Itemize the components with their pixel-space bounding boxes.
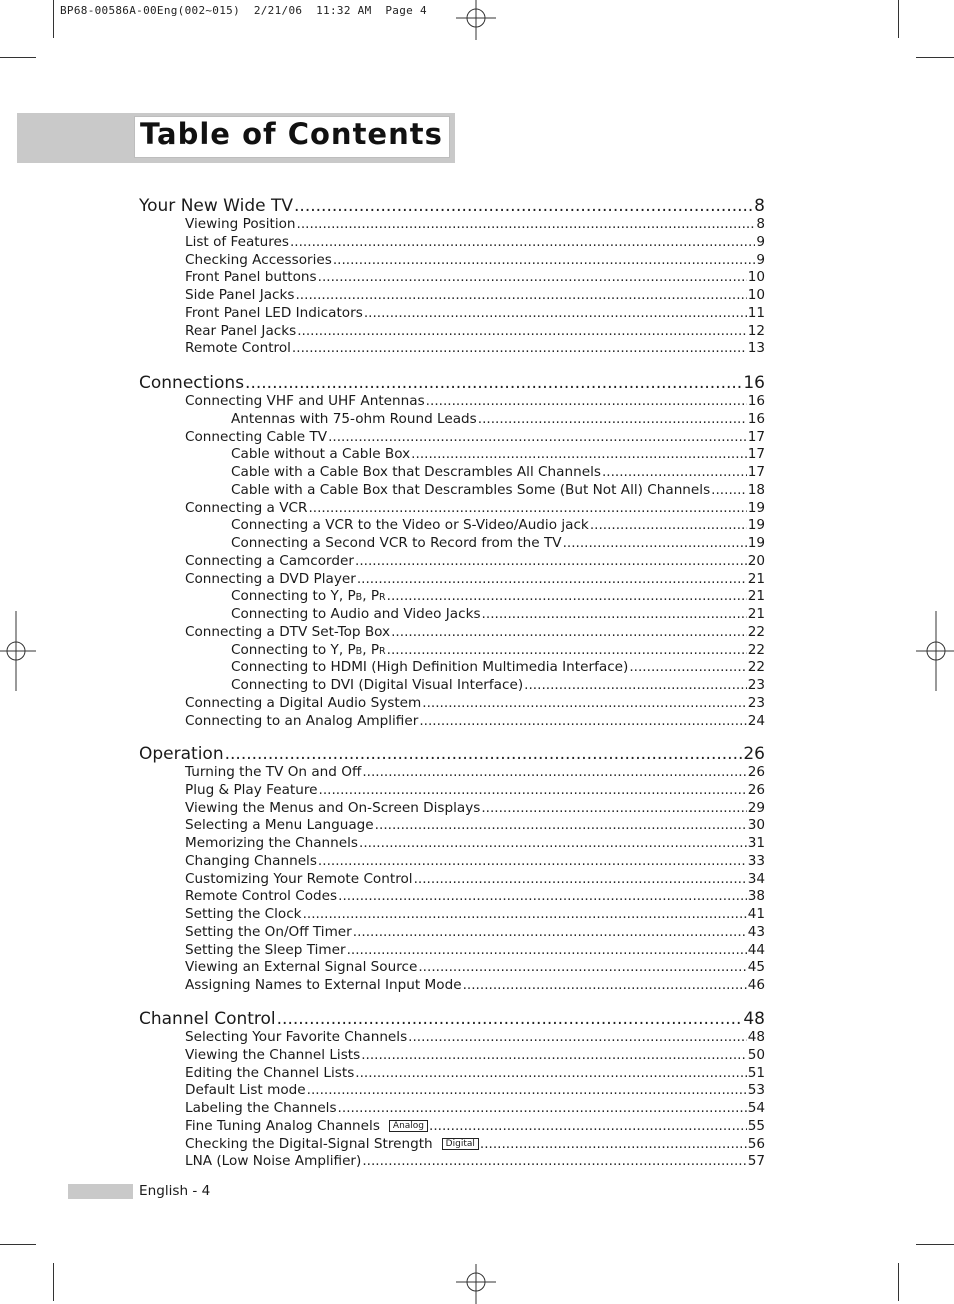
toc-entry-label: LNA (Low Noise Amplifier) <box>185 1153 362 1170</box>
crop-mark <box>0 57 36 58</box>
toc-entry-label: Remote Control <box>185 340 291 357</box>
registration-mark-icon <box>456 0 496 40</box>
leader-dots <box>391 624 747 640</box>
toc-page-number: 20 <box>747 552 765 569</box>
crop-mark <box>916 57 954 58</box>
leader-dots <box>295 287 746 303</box>
toc-section[interactable] <box>139 744 765 766</box>
leader-dots <box>411 446 747 462</box>
leader-dots <box>364 305 747 321</box>
toc-page-number: 17 <box>747 428 765 445</box>
crop-mark <box>898 1263 899 1301</box>
toc-entry-label: Plug & Play Feature <box>185 781 318 798</box>
toc-entry-label: Rear Panel Jacks <box>185 322 297 339</box>
toc-page-number: 26 <box>747 781 765 798</box>
leader-dots <box>408 1029 747 1045</box>
toc-entry[interactable] <box>231 606 765 624</box>
toc-page-number: 16 <box>743 373 765 393</box>
toc-entry-label: Connecting to Y, PB, PR <box>231 641 386 658</box>
toc-entry-label: Viewing the Menus and On-Screen Displays <box>185 799 481 816</box>
toc-page-number: 17 <box>747 464 765 480</box>
toc-page-number: 24 <box>747 712 765 729</box>
toc-entry[interactable] <box>185 1065 765 1083</box>
toc-entry-label: Front Panel LED Indicators <box>185 304 363 321</box>
toc-page-number: 29 <box>747 799 765 816</box>
toc-entry[interactable] <box>185 500 765 518</box>
toc-page-number: 23 <box>747 677 765 693</box>
toc-entry[interactable] <box>231 535 765 553</box>
print-slug: BP68-00586A-00Eng(002~015) 2/21/06 11:32 AM Page 4 <box>60 4 427 17</box>
leader-dots <box>303 906 747 922</box>
toc-entry[interactable] <box>185 713 765 731</box>
crop-mark <box>0 1244 36 1245</box>
toc-entry[interactable] <box>231 517 765 535</box>
leader-dots <box>333 252 756 268</box>
toc-entry-label: Front Panel buttons <box>185 269 317 286</box>
toc-page-number: 26 <box>743 744 765 764</box>
footer-page-label: English - 4 <box>139 1183 211 1199</box>
leader-dots <box>563 535 747 551</box>
toc-page-number: 45 <box>747 959 765 976</box>
toc-entry[interactable] <box>185 1136 765 1154</box>
toc-page-number: 11 <box>747 304 765 321</box>
toc-entry[interactable] <box>185 888 765 906</box>
toc-entry[interactable] <box>185 924 765 942</box>
toc-entry-label: Selecting a Menu Language <box>185 817 374 834</box>
toc-page-number: 26 <box>747 764 765 780</box>
toc-entry[interactable] <box>185 871 765 889</box>
toc-page-number: 10 <box>747 287 765 303</box>
leader-dots <box>318 269 747 285</box>
toc-entry-label: Connecting a Second VCR to Record from the TV <box>231 535 562 551</box>
toc-entry[interactable] <box>185 323 765 341</box>
leader-dots <box>463 977 747 993</box>
leader-dots <box>225 744 743 764</box>
toc-page-number: 9 <box>756 251 765 268</box>
leader-dots <box>277 1009 743 1029</box>
toc-page-number: 22 <box>747 623 765 640</box>
toc-entry[interactable] <box>185 305 765 323</box>
toc-section-title: Your New Wide TV <box>139 196 294 216</box>
toc-page-number: 16 <box>747 410 765 427</box>
toc-entry-label: Labeling the Channels <box>185 1100 337 1116</box>
toc-page-number: 19 <box>747 517 765 534</box>
toc-entry-label: Viewing the Channel Lists <box>185 1046 361 1063</box>
leader-dots <box>361 1047 746 1063</box>
toc-page-number: 48 <box>743 1009 765 1029</box>
registration-mark-icon <box>0 611 36 691</box>
toc-page-number: 33 <box>747 852 765 869</box>
leader-dots <box>318 853 747 869</box>
toc-page-number: 10 <box>747 269 765 286</box>
leader-dots <box>524 677 747 693</box>
leader-dots <box>355 553 747 569</box>
toc-entry-label: Connecting Cable TV <box>185 428 328 445</box>
toc-section-title: Operation <box>139 744 224 764</box>
registration-mark-icon <box>456 1264 496 1304</box>
toc-entry[interactable] <box>185 340 765 358</box>
toc-entry[interactable] <box>185 835 765 853</box>
toc-entry[interactable] <box>185 429 765 447</box>
toc-page-number: 22 <box>747 641 765 658</box>
toc-page-number: 31 <box>747 835 765 851</box>
toc-page-number: 48 <box>747 1029 765 1045</box>
leader-dots <box>481 800 746 816</box>
toc-entry[interactable] <box>231 411 765 429</box>
toc-entry-label: Connecting a VCR <box>185 499 308 516</box>
toc-entry[interactable] <box>231 659 765 677</box>
toc-page-number: 16 <box>747 393 765 409</box>
toc-page-number: 18 <box>747 481 765 498</box>
toc-page-number: 51 <box>747 1064 765 1081</box>
toc-entry-label: Default List mode <box>185 1082 306 1099</box>
toc-entry-label: Turning the TV On and Off <box>185 764 362 780</box>
toc-entry-label: Viewing an External Signal Source <box>185 959 418 976</box>
toc-page-number: 41 <box>747 906 765 922</box>
leader-dots <box>245 373 742 393</box>
crop-mark <box>53 0 54 38</box>
leader-dots <box>422 695 746 711</box>
leader-dots <box>590 517 747 533</box>
toc-page-number: 19 <box>747 535 765 551</box>
leader-dots <box>294 196 753 216</box>
toc-page-number: 46 <box>747 977 765 993</box>
toc-entry-label: Connecting a DTV Set-Top Box <box>185 623 391 640</box>
toc-page-number: 43 <box>747 923 765 940</box>
toc-page-number: 30 <box>747 817 765 834</box>
page-title: Table of Contents <box>140 117 443 151</box>
toc-entry-label: Connecting a Digital Audio System <box>185 694 422 711</box>
leader-dots <box>602 464 747 480</box>
toc-entry-label: Setting the Sleep Timer <box>185 941 346 958</box>
leader-dots <box>347 942 747 958</box>
leader-dots <box>338 1100 747 1116</box>
toc-page-number: 56 <box>747 1135 765 1152</box>
toc-entry[interactable] <box>231 642 765 660</box>
leader-dots <box>419 713 746 729</box>
leader-dots <box>353 924 747 940</box>
toc-entry-label: Connecting to DVI (Digital Visual Interface) <box>231 677 524 693</box>
toc-entry[interactable] <box>185 624 765 642</box>
footer-bar <box>68 1184 133 1199</box>
toc-entry-label: Side Panel Jacks <box>185 287 295 303</box>
toc-page-number: 50 <box>747 1046 765 1063</box>
toc-entry-label: Cable with a Cable Box that Descrambles All Channels <box>231 464 601 480</box>
toc-entry-label: Connecting a VCR to the Video or S-Video/Audio jack <box>231 517 589 534</box>
crop-mark <box>898 0 899 38</box>
toc-entry[interactable] <box>185 553 765 571</box>
leader-dots <box>418 959 746 975</box>
leader-dots <box>387 642 747 658</box>
leader-dots <box>338 888 747 904</box>
toc-entry-label: Connecting a DVD Player <box>185 570 356 587</box>
toc-entry[interactable] <box>185 216 765 234</box>
toc-entry[interactable] <box>185 817 765 835</box>
toc-entry-label: Editing the Channel Lists <box>185 1064 355 1081</box>
toc-entry[interactable] <box>185 571 765 589</box>
toc-entry-label: Setting the Clock <box>185 906 302 922</box>
toc-entry[interactable] <box>231 446 765 464</box>
leader-dots <box>480 1136 747 1152</box>
toc-entry-label: Antennas with 75-ohm Round Leads <box>231 410 477 427</box>
toc-page-number: 23 <box>747 694 765 711</box>
toc-entry[interactable] <box>231 588 765 606</box>
leader-dots <box>328 429 747 445</box>
toc-entry-label: Connecting to an Analog Amplifier <box>185 712 419 729</box>
toc-page-number: 22 <box>747 659 765 676</box>
toc-section[interactable] <box>139 1009 765 1031</box>
leader-dots <box>297 216 756 232</box>
leader-dots <box>362 1153 746 1169</box>
toc-entry[interactable] <box>185 1100 765 1118</box>
toc-entry[interactable] <box>185 252 765 270</box>
toc-page-number: 9 <box>756 233 765 250</box>
crop-mark <box>916 1244 954 1245</box>
toc-entry[interactable] <box>185 269 765 287</box>
toc-entry[interactable] <box>185 695 765 713</box>
toc-entry-label: Connecting to Y, PB, PR <box>231 588 386 605</box>
leader-dots <box>292 340 747 356</box>
toc-page-number: 21 <box>747 570 765 587</box>
leader-dots <box>307 1082 747 1098</box>
toc-page-number: 8 <box>756 216 765 232</box>
registration-mark-icon <box>916 611 954 691</box>
toc-page-number: 34 <box>747 870 765 887</box>
toc-entry-label: Connecting VHF and UHF Antennas <box>185 393 425 409</box>
leader-dots <box>711 482 747 498</box>
leader-dots <box>359 835 747 851</box>
leader-dots <box>355 1065 746 1081</box>
toc-entry[interactable] <box>185 959 765 977</box>
toc-page-number: 38 <box>747 888 765 905</box>
leader-dots <box>387 588 747 604</box>
toc-entry-label: Connecting to HDMI (High Definition Multimedia Interface) <box>231 659 629 676</box>
toc-entry-label: Customizing Your Remote Control <box>185 870 413 887</box>
toc-section-title: Channel Control <box>139 1009 276 1029</box>
toc-entry-label: Fine Tuning Analog Channels Analog <box>185 1118 428 1134</box>
toc-page-number: 21 <box>747 588 765 605</box>
toc-entry-label: Selecting Your Favorite Channels <box>185 1029 408 1045</box>
toc-entry-label: Connecting to Audio and Video Jacks <box>231 606 481 622</box>
toc-entry[interactable] <box>185 1153 765 1171</box>
toc-page-number: 8 <box>754 196 765 216</box>
toc-entry[interactable] <box>185 800 765 818</box>
leader-dots <box>297 323 746 339</box>
toc-entry[interactable] <box>185 1118 765 1136</box>
toc-entry-label: Assigning Names to External Input Mode <box>185 977 462 993</box>
toc-entry[interactable] <box>185 764 765 782</box>
signal-type-badge: Digital <box>442 1138 479 1150</box>
toc-page-number: 17 <box>747 446 765 463</box>
toc-entry-label: Memorizing the Channels <box>185 835 359 851</box>
leader-dots <box>319 782 747 798</box>
toc-page-number: 57 <box>747 1153 765 1170</box>
toc-entry[interactable] <box>231 482 765 500</box>
toc-entry[interactable] <box>185 393 765 411</box>
leader-dots <box>357 571 747 587</box>
toc-page-number: 21 <box>747 606 765 622</box>
toc-section[interactable] <box>139 373 765 395</box>
toc-page-number: 54 <box>747 1100 765 1116</box>
toc-entry[interactable] <box>185 906 765 924</box>
toc-section-title: Connections <box>139 373 245 393</box>
leader-dots <box>478 411 747 427</box>
crop-mark <box>53 1263 54 1301</box>
toc-entry[interactable] <box>185 287 765 305</box>
toc-entry-label: Remote Control Codes <box>185 888 338 905</box>
leader-dots <box>629 659 746 675</box>
leader-dots <box>429 1118 747 1134</box>
toc-entry-label: List of Features <box>185 233 289 250</box>
toc-entry-label: Cable without a Cable Box <box>231 446 411 463</box>
signal-type-badge: Analog <box>389 1120 428 1132</box>
toc-section[interactable] <box>139 196 765 218</box>
toc-entry-label: Connecting a Camcorder <box>185 552 354 569</box>
toc-entry[interactable] <box>185 977 765 995</box>
leader-dots <box>426 393 747 409</box>
toc-entry[interactable] <box>231 464 765 482</box>
leader-dots <box>482 606 747 622</box>
toc-entry[interactable] <box>185 853 765 871</box>
toc-entry[interactable] <box>231 677 765 695</box>
toc-entry-label: Setting the On/Off Timer <box>185 923 352 940</box>
toc-entry[interactable] <box>185 1029 765 1047</box>
toc-entry-label: Checking the Digital-Signal Strength Digital <box>185 1136 479 1152</box>
toc-entry-label: Checking Accessories <box>185 251 332 268</box>
toc-entry[interactable] <box>185 234 765 252</box>
toc-page-number: 13 <box>747 340 765 357</box>
toc-entry[interactable] <box>185 942 765 960</box>
toc-page-number: 53 <box>747 1082 765 1099</box>
toc-entry-label: Viewing Position <box>185 216 296 232</box>
toc-page-number: 55 <box>747 1117 765 1134</box>
toc-entry[interactable] <box>185 1047 765 1065</box>
toc-entry-label: Changing Channels <box>185 852 317 869</box>
leader-dots <box>308 500 746 516</box>
leader-dots <box>362 764 746 780</box>
toc-entry[interactable] <box>185 782 765 800</box>
leader-dots <box>375 817 747 833</box>
leader-dots <box>290 234 755 250</box>
leader-dots <box>414 871 747 887</box>
toc-page-number: 44 <box>747 941 765 958</box>
toc-entry-label: Cable with a Cable Box that Descrambles Some (But Not All) Channels <box>231 481 711 498</box>
toc-entry[interactable] <box>185 1082 765 1100</box>
toc-page-number: 12 <box>747 322 765 339</box>
toc-page-number: 19 <box>747 499 765 516</box>
